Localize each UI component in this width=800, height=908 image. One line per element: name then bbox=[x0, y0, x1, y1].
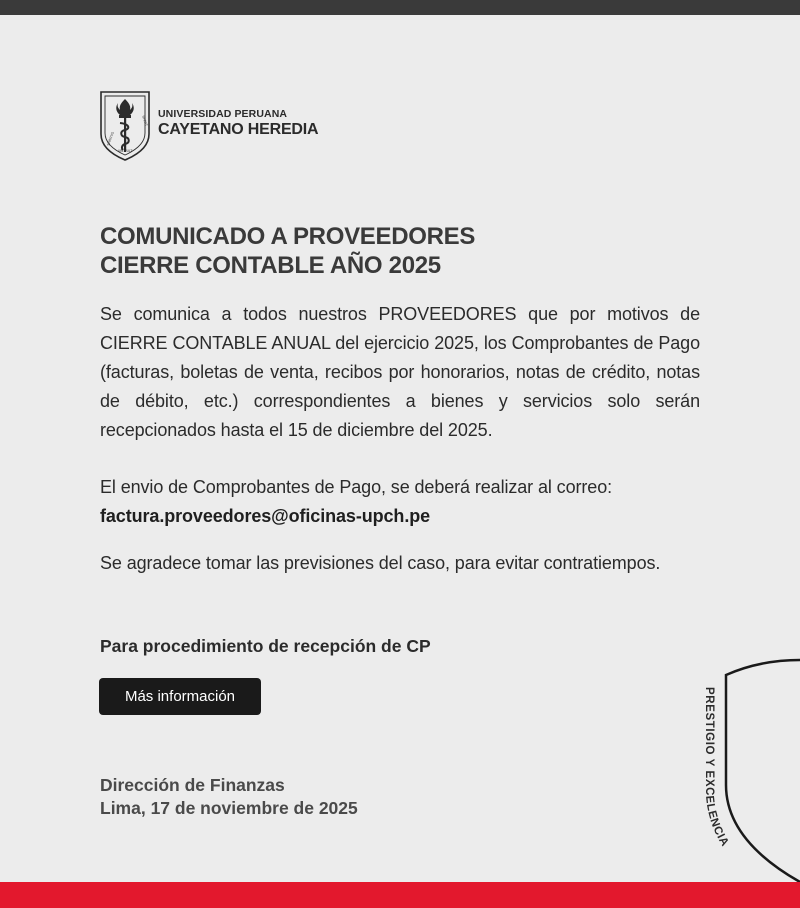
title-line2: CIERRE CONTABLE AÑO 2025 bbox=[100, 252, 441, 279]
signature-date: Lima, 17 de noviembre de 2025 bbox=[100, 798, 358, 818]
logo-line1: UNIVERSIDAD PERUANA bbox=[158, 107, 288, 120]
email-instruction: El envio de Comprobantes de Pago, se deberá realizar al correo: bbox=[100, 477, 613, 497]
signature-department: Dirección de Finanzas bbox=[100, 775, 285, 795]
notice-paragraph-3: Se agradece tomar las previsiones del caso, para evitar contratiempos. bbox=[100, 553, 661, 573]
university-crest-icon bbox=[98, 88, 152, 162]
notice-paragraph-2 bbox=[100, 473, 700, 531]
signature bbox=[100, 774, 358, 820]
top-bar bbox=[0, 0, 800, 15]
email-address: factura.proveedores@oficinas-upch.pe bbox=[100, 506, 431, 526]
more-info-button[interactable]: Más información bbox=[99, 678, 261, 715]
svg-text:UBI VULT: UBI VULT bbox=[118, 149, 133, 153]
bottom-bar bbox=[0, 882, 800, 908]
svg-text:SPIRAT: SPIRAT bbox=[141, 114, 149, 127]
logo-line2: CAYETANO HEREDIA bbox=[158, 120, 319, 138]
svg-text:SPIRITUS: SPIRITUS bbox=[106, 131, 115, 147]
procedure-label: Para procedimiento de recepción de CP bbox=[100, 636, 431, 656]
slogan-text: PRESTIGIO Y EXCELENCIA bbox=[702, 687, 731, 849]
notice-paragraph-1: Se comunica a todos nuestros PROVEEDORES que por motivos de CIERRE CONTABLE ANUAL del ejercicio 2025, los Comprobantes de Pago (facturas, boletas de venta, recibos por honorarios, notas de crédito, notas de débito, etc.) correspondientes a bienes y servicios solo serán recepcionados hasta el 15 de diciembre del 2025. bbox=[100, 304, 700, 440]
logo-wordmark bbox=[158, 108, 318, 139]
notice-title bbox=[100, 222, 700, 280]
title-line1: COMUNICADO A PROVEEDORES bbox=[100, 223, 476, 250]
slogan-corner bbox=[690, 655, 800, 882]
university-logo bbox=[98, 88, 358, 162]
